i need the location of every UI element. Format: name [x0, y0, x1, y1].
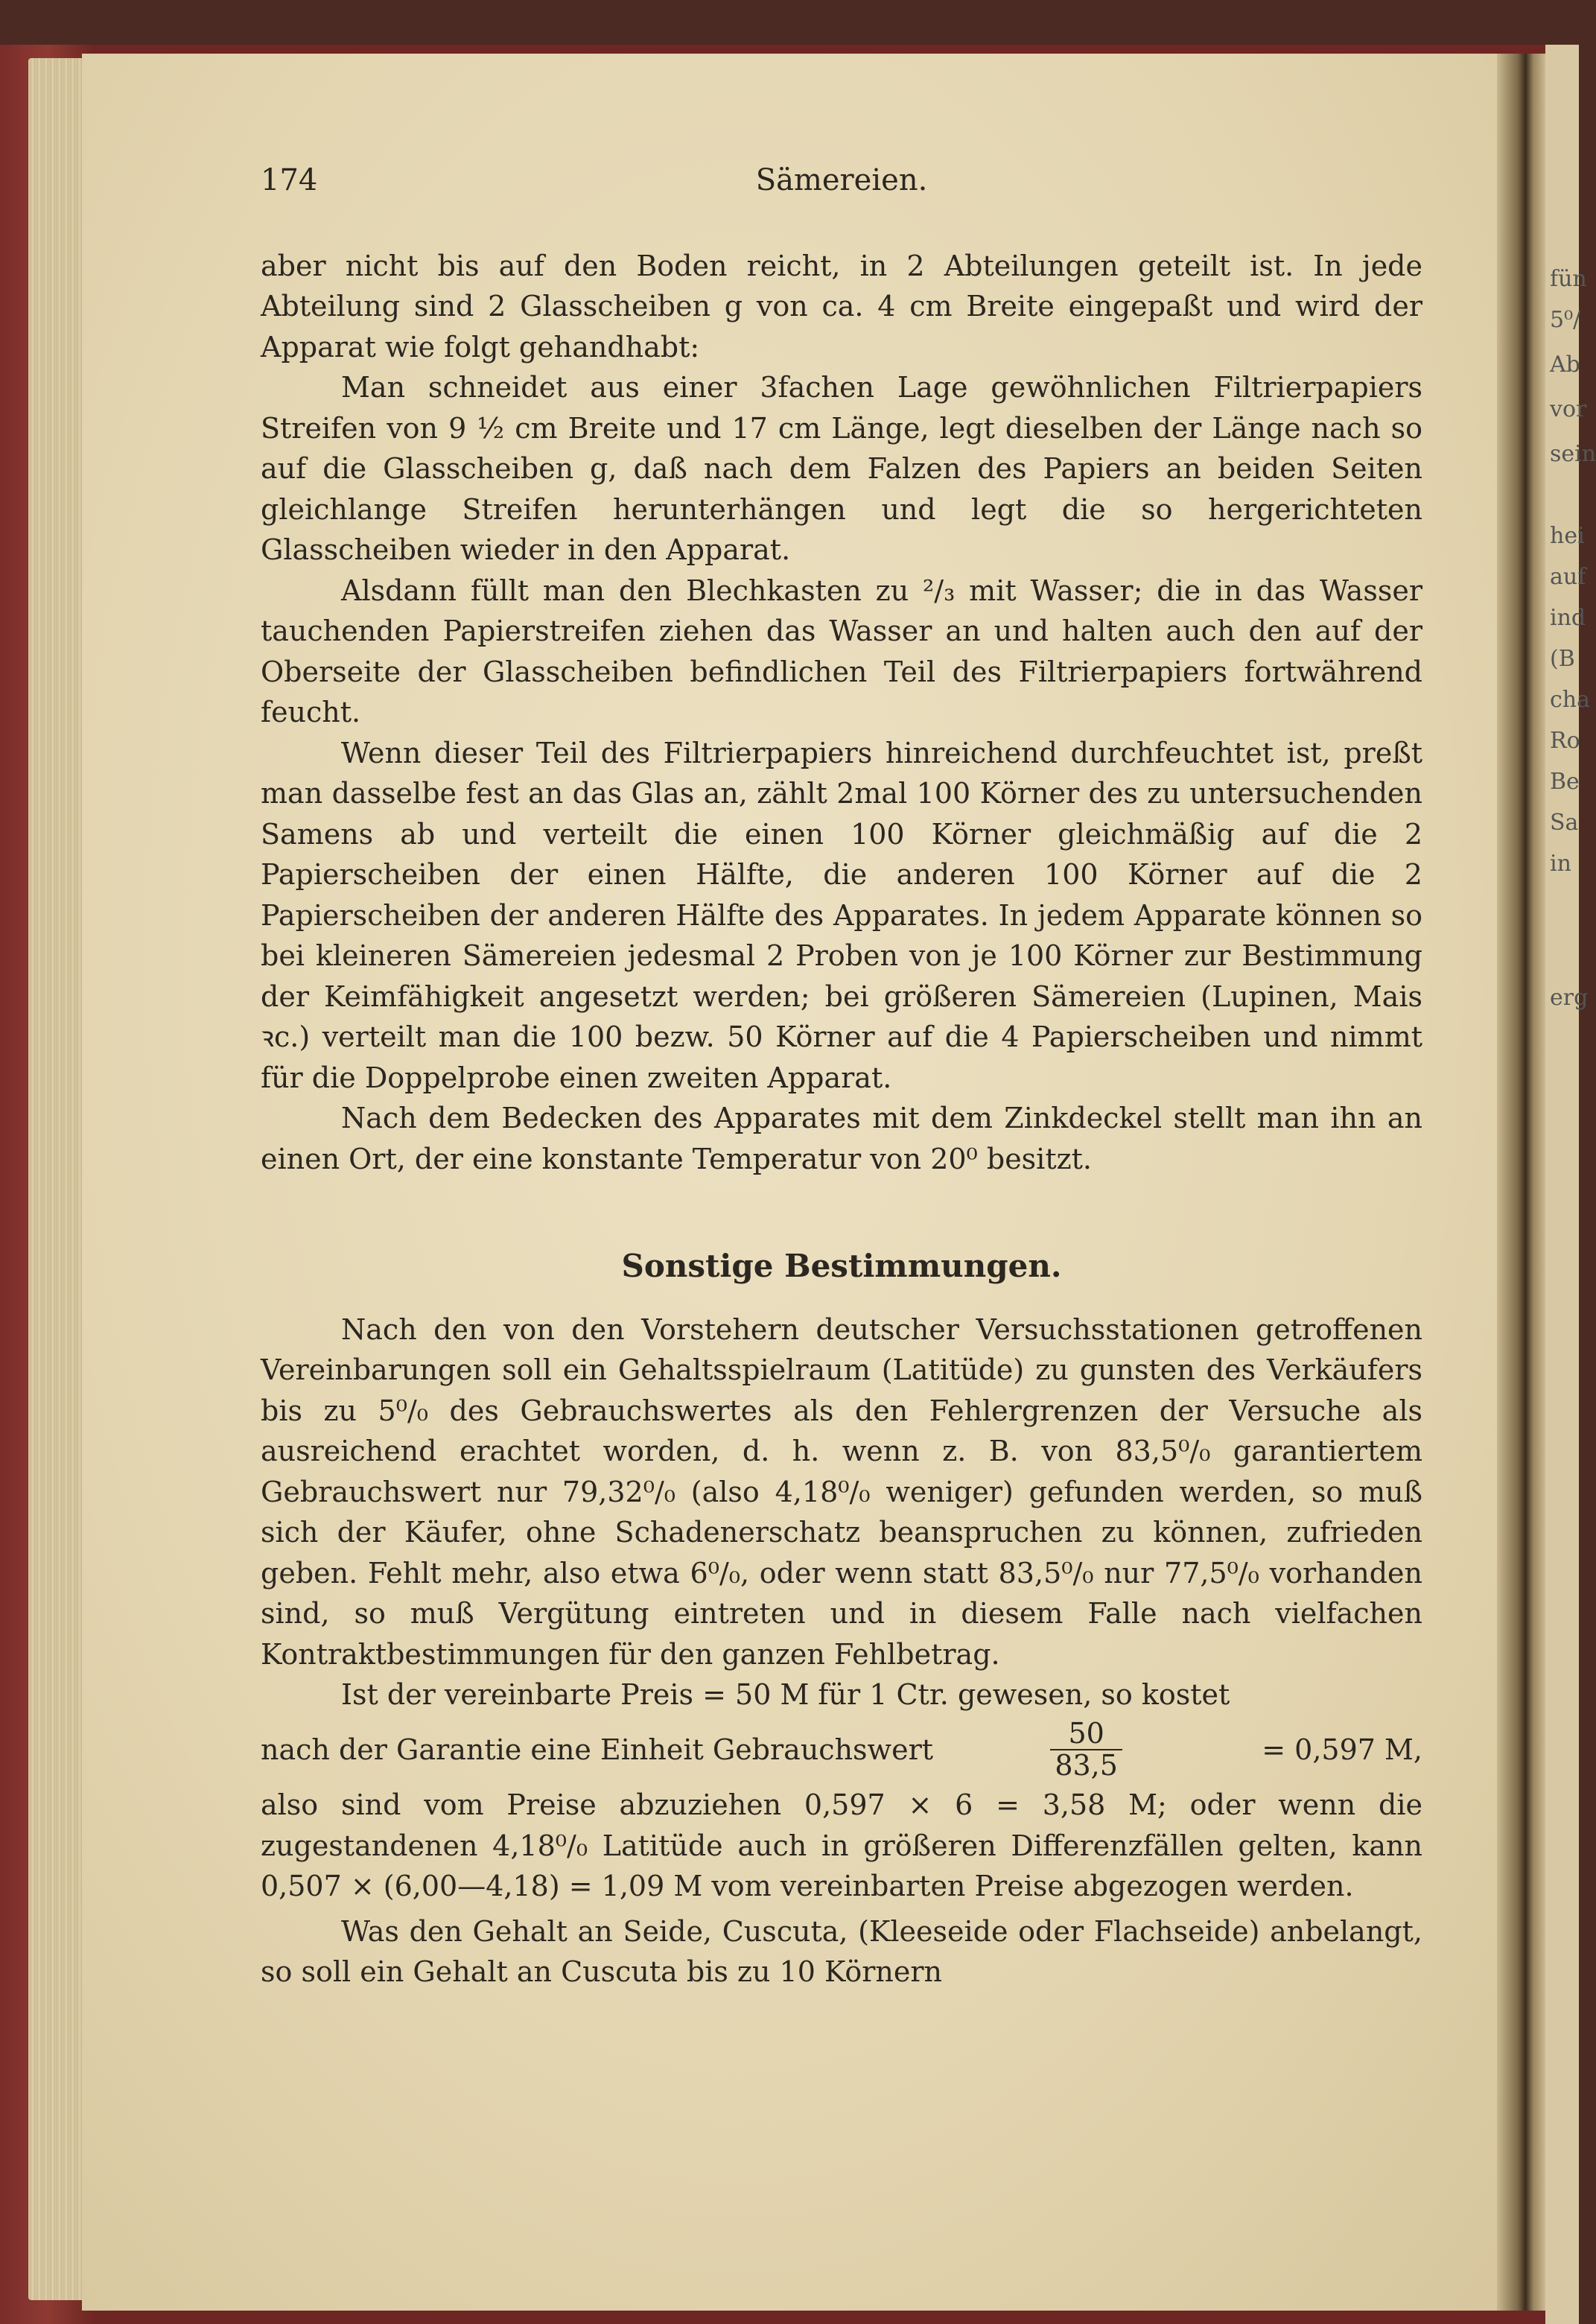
paragraph: aber nicht bis auf den Boden reicht, in 2 Abteilungen geteilt ist. In jede Abteilung sind 2 Glasscheiben g von ca. 4 cm Breite eingepaßt und wird der Apparat wie folgt gehandhabt:: [261, 249, 1422, 363]
section-heading: Sonstige Bestimmungen.: [621, 1248, 1062, 1284]
paragraph: Alsdann füllt man den Blechkasten zu ²/₃ mit Wasser; die in das Wasser tauchenden Papierstreifen ziehen das Wasser an und halten auch den auf der Oberseite der Glasscheiben befindlichen Teil des Filtrierpapiers fortwährend feucht.: [261, 574, 1422, 728]
fraction: [1050, 1718, 1122, 1782]
paragraph: Wenn dieser Teil des Filtrierpapiers hinreichend durchfeuchtet ist, preßt man dasselbe fest an das Glas an, zählt 2mal 100 Körner des zu untersuchenden Samens ab und verteilt die einen 100 Körner gleichmäßig auf die 2 Papierscheiben der einen Hälfte, die anderen 100 Körner auf die 2 Papierscheiben der anderen Hälfte des Apparates. In jedem Apparate können so bei kleineren Sämereien jedesmal 2 Proben von je 100 Körner zur Bestimmung der Keimfähigkeit angesetzt werden; bei größeren Sämereien (Lupinen, Mais ꝛc.) verteilt man die 100 bezw. 50 Körner auf die 4 Papierscheiben und nimmt für die Doppelprobe einen zweiten Apparat.: [261, 736, 1422, 1094]
price-equation: [261, 1718, 1422, 1782]
next-page-fragment: Ro: [1550, 728, 1580, 754]
next-page-fragment: auf: [1550, 564, 1586, 590]
next-page-fragment: sein: [1550, 441, 1596, 467]
paragraph: Man schneidet aus einer 3fachen Lage gewöhnlichen Filtrierpapiers Streifen von 9 ½ cm Breite und 17 cm Länge, legt dieselben der Länge nach so auf die Glasscheiben g, daß nach dem Falzen des Papiers an beiden Seiten gleichlange Streifen herunterhängen und legt die so hergerichteten Glasscheiben wieder in den Apparat.: [261, 371, 1422, 566]
fraction-denominator: 83,5: [1055, 1749, 1118, 1782]
next-page-fragment: hei: [1550, 523, 1585, 549]
paragraph: also sind vom Preise abzuziehen 0,597 × 6 = 3,58 M; oder wenn die zugestandenen 4,18⁰/₀ Latitüde auch in größeren Differenzfällen gelten, kann 0,507 × (6,00—4,18) = 1,09 M vom vereinbarten Preise abgezogen werden.: [261, 1788, 1422, 1903]
fraction-numerator: 50: [1050, 1718, 1122, 1751]
next-page-fragment: Ab: [1550, 352, 1580, 378]
price-paragraph-line: Ist der vereinbarte Preis = 50 M für 1 Ctr. gewesen, so kostet: [341, 1678, 1230, 1711]
page-number: 174: [261, 163, 318, 197]
next-page-fragment: erg: [1550, 985, 1589, 1011]
next-page-fragment: fün: [1550, 266, 1587, 292]
next-page-fragment: cha: [1550, 687, 1591, 713]
next-page-fragment: in: [1550, 851, 1571, 877]
page-header: [261, 160, 1422, 201]
next-page-fragment: (B: [1550, 646, 1575, 672]
next-page-fragment: Be: [1550, 769, 1580, 795]
next-page-fragment: vor: [1550, 396, 1587, 422]
book-gutter: [1497, 54, 1549, 2311]
paragraph: Was den Gehalt an Seide, Cuscuta, (Kleeseide oder Flachseide) anbelangt, so soll ein Gehalt an Cuscuta bis zu 10 Körnern: [261, 1914, 1422, 1989]
equation-suffix: = 0,597 M,: [1262, 1733, 1422, 1767]
next-page-edge: [1545, 45, 1596, 2324]
next-page-fragment: ind: [1550, 605, 1586, 631]
running-title: Sämereien.: [755, 163, 928, 197]
next-page-fragment: Sa: [1550, 810, 1579, 836]
equation-prefix: nach der Garantie eine Einheit Gebrauchswert: [261, 1733, 934, 1767]
paragraph: Nach dem Bedecken des Apparates mit dem Zinkdeckel stellt man ihn an einen Ort, der eine konstante Temperatur von 20⁰ besitzt.: [261, 1102, 1422, 1175]
next-page-fragment: 5⁰/: [1550, 307, 1581, 333]
page-text: [261, 160, 1422, 1993]
paragraph: Nach den von den Vorstehern deutscher Versuchsstationen getroffenen Vereinbarungen soll ein Gehaltsspielraum (Latitüde) zu gunsten des Verkäufers bis zu 5⁰/₀ des Gebrauchswertes als den Fehlergrenzen der Versuche als ausreichend erachtet worden, d. h. wenn z. B. von 83,5⁰/₀ garantiertem Gebrauchswert nur 79,32⁰/₀ (also 4,18⁰/₀ weniger) gefunden werden, so muß sich der Käufer, ohne Schadenerschatz beanspruchen zu können, zufrieden geben. Fehlt mehr, also etwa 6⁰/₀, oder wenn statt 83,5⁰/₀ nur 77,5⁰/₀ vorhanden sind, so muß Vergütung eintreten und in diesem Falle nach vielfachen Kontraktbestimmungen für den ganzen Fehlbetrag.: [261, 1312, 1422, 1671]
